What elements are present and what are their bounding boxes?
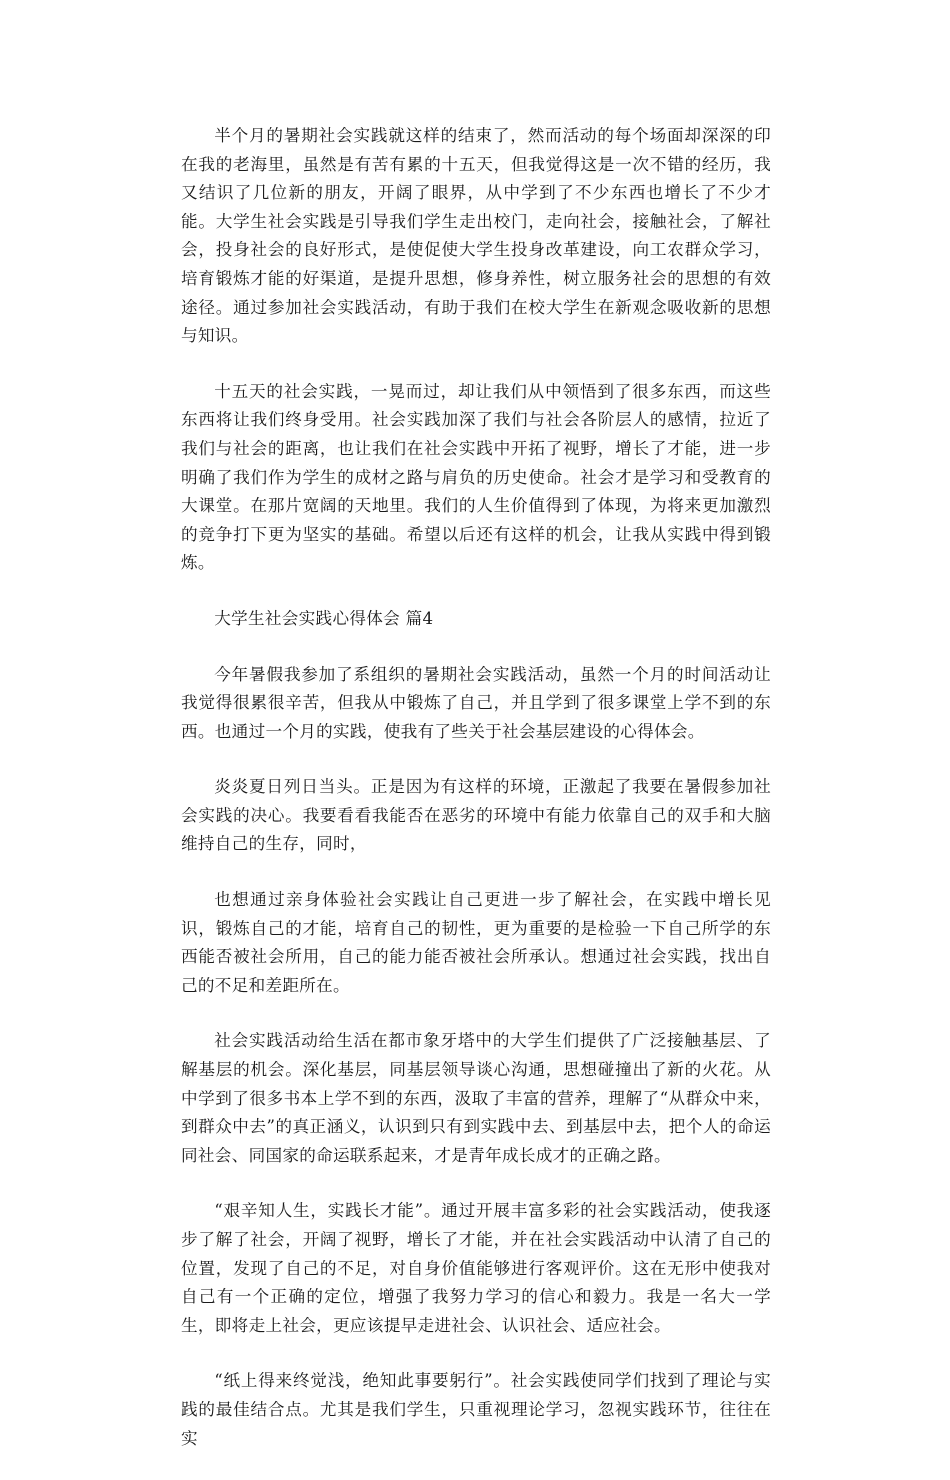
- paragraph: 今年暑假我参加了系组织的暑期社会实践活动，虽然一个月的时间活动让我觉得很累很辛苦，但我从中锻炼了自己，并且学到了很多课堂上学不到的东西。也通过一个月的实践，使我有了些关于社会基层建设的心得体会。: [181, 664, 771, 741]
- paragraph: 社会实践活动给生活在都市象牙塔中的大学生们提供了广泛接触基层、了解基层的机会。深化基层，同基层领导谈心沟通，思想碰撞出了新的火花。从中学到了很多书本上学不到的东西，汲取了丰富的营养，理解了“从群众中来，到群众中去”的真正涵义，认识到只有到实践中去、到基层中去，把个人的命运同社会、同国家的命运联系起来，才是青年成长成才的正确之路。: [181, 1031, 771, 1165]
- paragraph: 炎炎夏日列日当头。正是因为有这样的环境，正激起了我要在暑假参加社会实践的决心。我要看看我能否在恶劣的环境中有能力依靠自己的双手和大脑维持自己的生存，同时，: [181, 777, 771, 854]
- section-heading: 大学生社会实践心得体会 篇4: [214, 608, 434, 628]
- paragraph: 也想通过亲身体验社会实践让自己更进一步了解社会，在实践中增长见识，锻炼自己的才能，培育自己的韧性，更为重要的是检验一下自己所学的东西能否被社会所用，自己的能力能否被社会所承认。想通过社会实践，找出自己的不足和差距所在。: [181, 890, 771, 995]
- paragraph: 半个月的暑期社会实践就这样的结束了，然而活动的每个场面却深深的印在我的老海里，虽然是有苦有累的十五天，但我觉得这是一次不错的经历，我又结识了几位新的朋友，开阔了眼界，从中学到了不少东西也增长了不少才能。大学生社会实践是引导我们学生走出校门，走向社会，接触社会，了解社会，投身社会的良好形式，是使促使大学生投身改革建设，向工农群众学习，培育锻炼才能的好渠道，是提升思想，修身养性，树立服务社会的思想的有效途径。通过参加社会实践活动，有助于我们在校大学生在新观念吸收新的思想与知识。: [181, 126, 771, 346]
- document-body: [181, 122, 771, 1480]
- paragraph: 十五天的社会实践，一晃而过，却让我们从中领悟到了很多东西，而这些东西将让我们终身受用。社会实践加深了我们与社会各阶层人的感情，拉近了我们与社会的距离，也让我们在社会实践中开拓了视野，增长了才能，进一步明确了我们作为学生的成材之路与肩负的历史使命。社会才是学习和受教育的大课堂。在那片宽阔的天地里。我们的人生价值得到了体现，为将来更加激烈的竞争打下更为坚实的基础。希望以后还有这样的机会，让我从实践中得到锻炼。: [181, 381, 771, 573]
- paragraph: “艰辛知人生，实践长才能”。通过开展丰富多彩的社会实践活动，使我逐步了解了社会，开阔了视野，增长了才能，并在社会实践活动中认清了自己的位置，发现了自己的不足，对自身价值能够进行客观评价。这在无形中使我对自己有一个正确的定位，增强了我努力学习的信心和毅力。我是一名大一学生，即将走上社会，更应该提早走进社会、认识社会、适应社会。: [181, 1201, 771, 1335]
- paragraph: “纸上得来终觉浅，绝知此事要躬行”。社会实践使同学们找到了理论与实践的最佳结合点。尤其是我们学生，只重视理论学习，忽视实践环节，往往在实: [181, 1371, 771, 1448]
